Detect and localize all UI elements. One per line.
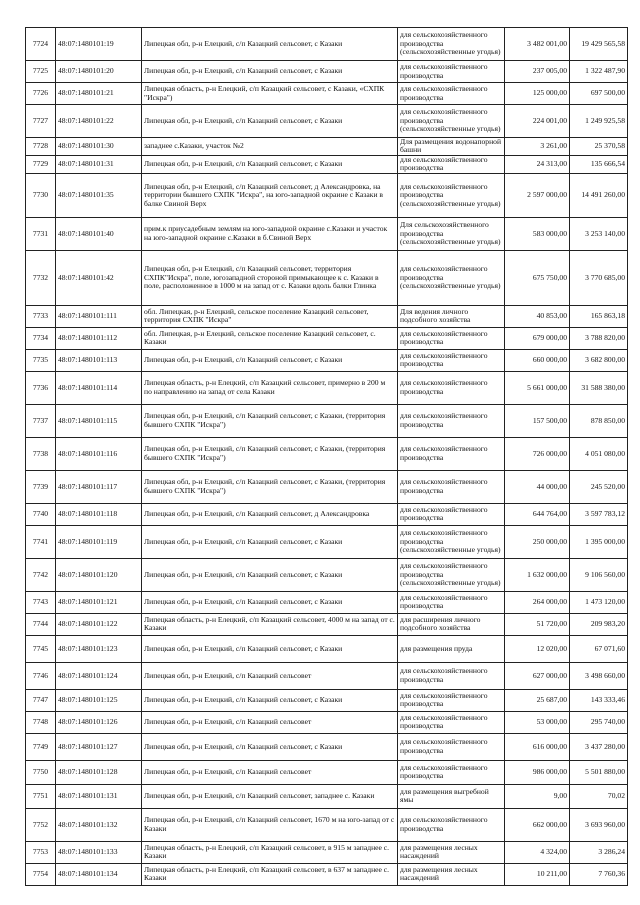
area-cell: 264 000,00 (505, 591, 570, 613)
cadastral-value-cell: 1 322 487,90 (570, 61, 628, 83)
cadastral-number-cell: 48:07:1480101:134 (56, 863, 142, 885)
table-row (26, 371, 628, 404)
table-row (26, 155, 628, 173)
table-row (26, 173, 628, 217)
row-number-cell: 7724 (26, 28, 56, 61)
cadastral-value-cell: 14 491 260,00 (570, 173, 628, 217)
area-cell: 44 000,00 (505, 470, 570, 503)
row-number-cell: 7739 (26, 470, 56, 503)
area-cell: 53 000,00 (505, 711, 570, 733)
permitted-use-cell: для сельскохозяйственного производства (398, 61, 505, 83)
table-row (26, 863, 628, 885)
cadastral-value-cell: 3 770 685,00 (570, 250, 628, 305)
table-row (26, 28, 628, 61)
table-row (26, 61, 628, 83)
table-row (26, 470, 628, 503)
cadastral-value-cell: 697 500,00 (570, 83, 628, 105)
permitted-use-cell: для сельскохозяйственного производства (398, 591, 505, 613)
address-cell: Липецкая область, р-н Елецкий, с/п Казацкий сельсовет, в 915 м западнее с. Казаки (142, 841, 398, 863)
address-cell: Липецкая обл, р-н Елецкий, с/п Казацкий сельсовет, д Александровка (142, 503, 398, 525)
table-row (26, 349, 628, 371)
permitted-use-cell: для сельскохозяйственного производства (398, 470, 505, 503)
address-cell: Липецкая обл, р-н Елецкий, с/п Казацкий сельсовет (142, 711, 398, 733)
address-cell: Липецкая область, р-н Елецкий, с/п Казацкий сельсовет, с Казаки, «СХПК "Искра") (142, 83, 398, 105)
row-number-cell: 7738 (26, 437, 56, 470)
address-cell: западнее с.Казаки, участок №2 (142, 138, 398, 156)
cadastral-number-cell: 48:07:1480101:111 (56, 305, 142, 327)
permitted-use-cell: для сельскохозяйственного производства (398, 349, 505, 371)
cadastral-value-cell: 3 682 800,00 (570, 349, 628, 371)
cadastral-number-cell: 48:07:1480101:19 (56, 28, 142, 61)
row-number-cell: 7750 (26, 760, 56, 784)
cadastral-value-cell: 143 333,46 (570, 689, 628, 711)
address-cell: Липецкая обл, р-н Елецкий, с/п Казацкий сельсовет, территория СХПК"Искра", поле, югозападной стороной примыкающее к с. Казаки в поле, расположенное в 1000 м на запад от с. Казаки вдоль балки Глинка (142, 250, 398, 305)
permitted-use-cell: для сельскохозяйственного производства (сельскохозяйственные угодья) (398, 250, 505, 305)
area-cell: 51 720,00 (505, 613, 570, 635)
row-number-cell: 7741 (26, 525, 56, 558)
row-number-cell: 7754 (26, 863, 56, 885)
cadastral-value-cell: 1 249 925,58 (570, 105, 628, 138)
row-number-cell: 7732 (26, 250, 56, 305)
table-row (26, 437, 628, 470)
area-cell: 25 687,00 (505, 689, 570, 711)
area-cell: 660 000,00 (505, 349, 570, 371)
area-cell: 125 000,00 (505, 83, 570, 105)
cadastral-value-cell: 165 863,18 (570, 305, 628, 327)
land-plots-table (25, 27, 628, 886)
address-cell: Липецкая обл, р-н Елецкий, с/п Казацкий сельсовет, с Казаки (142, 525, 398, 558)
permitted-use-cell: для сельскохозяйственного производства (398, 371, 505, 404)
cadastral-value-cell: 31 588 380,00 (570, 371, 628, 404)
cadastral-number-cell: 48:07:1480101:133 (56, 841, 142, 863)
cadastral-value-cell: 7 760,36 (570, 863, 628, 885)
permitted-use-cell: для сельскохозяйственного производства (сельскохозяйственные угодья) (398, 173, 505, 217)
table-row (26, 662, 628, 689)
cadastral-number-cell: 48:07:1480101:126 (56, 711, 142, 733)
table-row (26, 784, 628, 808)
cadastral-value-cell: 135 666,54 (570, 155, 628, 173)
address-cell: Липецкая область, р-н Елецкий, с/п Казацкий сельсовет, 4000 м на запад от с. Казаки (142, 613, 398, 635)
table-row (26, 503, 628, 525)
address-cell: Липецкая обл, р-н Елецкий, с/п Казацкий сельсовет, д Александровка, на территории бывшего СХПК "Искра", на юго-западной окраине с Казаки в балке Свиной Верх (142, 173, 398, 217)
permitted-use-cell: для сельскохозяйственного производства (398, 662, 505, 689)
land-registry-sheet (25, 27, 625, 886)
row-number-cell: 7729 (26, 155, 56, 173)
row-number-cell: 7747 (26, 689, 56, 711)
row-number-cell: 7733 (26, 305, 56, 327)
area-cell: 5 661 000,00 (505, 371, 570, 404)
address-cell: Липецкая обл, р-н Елецкий, с/п Казацкий сельсовет, с Казаки (142, 558, 398, 591)
cadastral-number-cell: 48:07:1480101:124 (56, 662, 142, 689)
cadastral-number-cell: 48:07:1480101:131 (56, 784, 142, 808)
cadastral-number-cell: 48:07:1480101:117 (56, 470, 142, 503)
table-row (26, 689, 628, 711)
cadastral-number-cell: 48:07:1480101:114 (56, 371, 142, 404)
table-row (26, 733, 628, 760)
cadastral-number-cell: 48:07:1480101:113 (56, 349, 142, 371)
cadastral-number-cell: 48:07:1480101:125 (56, 689, 142, 711)
cadastral-number-cell: 48:07:1480101:22 (56, 105, 142, 138)
table-row (26, 138, 628, 156)
address-cell: Липецкая обл, р-н Елецкий, с/п Казацкий сельсовет, западнее с. Казаки (142, 784, 398, 808)
row-number-cell: 7745 (26, 635, 56, 662)
permitted-use-cell: Для ведения личного подсобного хозяйства (398, 305, 505, 327)
area-cell: 627 000,00 (505, 662, 570, 689)
cadastral-value-cell: 3 437 280,00 (570, 733, 628, 760)
row-number-cell: 7731 (26, 217, 56, 250)
permitted-use-cell: для сельскохозяйственного производства (398, 808, 505, 841)
address-cell: Липецкая обл, р-н Елецкий, с/п Казацкий сельсовет, с Казаки, (территория бывшего СХПК "Искра") (142, 470, 398, 503)
permitted-use-cell: для сельскохозяйственного производства (398, 437, 505, 470)
land-plots-table-body (26, 28, 628, 886)
address-cell: Липецкая обл, р-н Елецкий, с/п Казацкий сельсовет, с Казаки (142, 155, 398, 173)
area-cell: 157 500,00 (505, 404, 570, 437)
permitted-use-cell: Для сельскохозяйственного производства (сельскохозяйственные угодья) (398, 217, 505, 250)
address-cell: Липецкая область, р-н Елецкий, с/п Казацкий сельсовет, примерно в 200 м по направлению на запад от села Казаки (142, 371, 398, 404)
cadastral-value-cell: 878 850,00 (570, 404, 628, 437)
address-cell: Липецкая область, р-н Елецкий, с/п Казацкий сельсовет, в 637 м западнее с. Казаки (142, 863, 398, 885)
row-number-cell: 7744 (26, 613, 56, 635)
permitted-use-cell: для сельскохозяйственного производства (398, 760, 505, 784)
cadastral-value-cell: 25 370,58 (570, 138, 628, 156)
cadastral-number-cell: 48:07:1480101:132 (56, 808, 142, 841)
cadastral-number-cell: 48:07:1480101:121 (56, 591, 142, 613)
row-number-cell: 7749 (26, 733, 56, 760)
permitted-use-cell: для сельскохозяйственного производства (сельскохозяйственные угодья) (398, 525, 505, 558)
cadastral-number-cell: 48:07:1480101:123 (56, 635, 142, 662)
permitted-use-cell: для размещения выгребной ямы (398, 784, 505, 808)
cadastral-number-cell: 48:07:1480101:112 (56, 327, 142, 349)
address-cell: Липецкая обл, р-н Елецкий, с/п Казацкий сельсовет, с Казаки (142, 105, 398, 138)
table-row (26, 217, 628, 250)
permitted-use-cell: для сельскохозяйственного производства (398, 404, 505, 437)
permitted-use-cell: для сельскохозяйственного производства (сельскохозяйственные угодья) (398, 28, 505, 61)
table-row (26, 105, 628, 138)
permitted-use-cell: для сельскохозяйственного производства (398, 711, 505, 733)
cadastral-value-cell: 295 740,00 (570, 711, 628, 733)
row-number-cell: 7751 (26, 784, 56, 808)
permitted-use-cell: для сельскохозяйственного производства (398, 503, 505, 525)
table-row (26, 525, 628, 558)
cadastral-value-cell: 3 788 820,00 (570, 327, 628, 349)
cadastral-number-cell: 48:07:1480101:40 (56, 217, 142, 250)
address-cell: обл. Липецкая, р-н Елецкий, сельское поселение Казацкий сельсовет, с. Казаки (142, 327, 398, 349)
permitted-use-cell: Для размещения водонапорной башни (398, 138, 505, 156)
cadastral-number-cell: 48:07:1480101:31 (56, 155, 142, 173)
table-row (26, 711, 628, 733)
area-cell: 679 000,00 (505, 327, 570, 349)
address-cell: Липецкая обл, р-н Елецкий, с/п Казацкий сельсовет, с Казаки (142, 635, 398, 662)
permitted-use-cell: для размещения пруда (398, 635, 505, 662)
area-cell: 237 005,00 (505, 61, 570, 83)
table-row (26, 83, 628, 105)
area-cell: 2 597 000,00 (505, 173, 570, 217)
permitted-use-cell: для сельскохозяйственного производства (398, 155, 505, 173)
area-cell: 3 261,00 (505, 138, 570, 156)
cadastral-number-cell: 48:07:1480101:128 (56, 760, 142, 784)
cadastral-number-cell: 48:07:1480101:21 (56, 83, 142, 105)
row-number-cell: 7753 (26, 841, 56, 863)
address-cell: Липецкая обл, р-н Елецкий, с/п Казацкий сельсовет (142, 662, 398, 689)
area-cell: 1 632 000,00 (505, 558, 570, 591)
cadastral-number-cell: 48:07:1480101:116 (56, 437, 142, 470)
row-number-cell: 7726 (26, 83, 56, 105)
permitted-use-cell: для сельскохозяйственного производства (сельскохозяйственные угодья) (398, 558, 505, 591)
cadastral-number-cell: 48:07:1480101:120 (56, 558, 142, 591)
address-cell: прим.к приусадебным землям на юго-западной окраине с.Казаки и участок на юго-западной окраине с.Казаки в б.Свиной Верх (142, 217, 398, 250)
row-number-cell: 7746 (26, 662, 56, 689)
row-number-cell: 7736 (26, 371, 56, 404)
cadastral-value-cell: 3 498 660,00 (570, 662, 628, 689)
address-cell: Липецкая обл, р-н Елецкий, с/п Казацкий сельсовет (142, 760, 398, 784)
area-cell: 3 482 001,00 (505, 28, 570, 61)
permitted-use-cell: для расширения личного подсобного хозяйства (398, 613, 505, 635)
permitted-use-cell: для сельскохозяйственного производства (398, 733, 505, 760)
cadastral-number-cell: 48:07:1480101:119 (56, 525, 142, 558)
area-cell: 583 000,00 (505, 217, 570, 250)
cadastral-number-cell: 48:07:1480101:127 (56, 733, 142, 760)
address-cell: Липецкая обл, р-н Елецкий, с/п Казацкий сельсовет, с Казаки (142, 591, 398, 613)
area-cell: 40 853,00 (505, 305, 570, 327)
cadastral-value-cell: 3 286,24 (570, 841, 628, 863)
area-cell: 224 001,00 (505, 105, 570, 138)
area-cell: 10 211,00 (505, 863, 570, 885)
row-number-cell: 7734 (26, 327, 56, 349)
area-cell: 616 000,00 (505, 733, 570, 760)
cadastral-value-cell: 3 253 140,00 (570, 217, 628, 250)
permitted-use-cell: для размещения лесных насаждений (398, 863, 505, 885)
table-row (26, 841, 628, 863)
address-cell: Липецкая обл, р-н Елецкий, с/п Казацкий сельсовет, с Казаки (142, 349, 398, 371)
row-number-cell: 7743 (26, 591, 56, 613)
table-row (26, 305, 628, 327)
area-cell: 250 000,00 (505, 525, 570, 558)
row-number-cell: 7730 (26, 173, 56, 217)
cadastral-value-cell: 3 597 783,12 (570, 503, 628, 525)
row-number-cell: 7725 (26, 61, 56, 83)
row-number-cell: 7737 (26, 404, 56, 437)
area-cell: 986 000,00 (505, 760, 570, 784)
cadastral-number-cell: 48:07:1480101:118 (56, 503, 142, 525)
table-row (26, 613, 628, 635)
cadastral-value-cell: 3 693 960,00 (570, 808, 628, 841)
cadastral-value-cell: 1 473 120,00 (570, 591, 628, 613)
table-row (26, 558, 628, 591)
address-cell: Липецкая обл, р-н Елецкий, с/п Казацкий сельсовет, с Казаки (142, 733, 398, 760)
area-cell: 726 000,00 (505, 437, 570, 470)
area-cell: 4 324,00 (505, 841, 570, 863)
table-row (26, 591, 628, 613)
permitted-use-cell: для размещения лесных насаждений (398, 841, 505, 863)
permitted-use-cell: для сельскохозяйственного производства (сельскохозяйственные угодья) (398, 105, 505, 138)
table-row (26, 250, 628, 305)
area-cell: 675 750,00 (505, 250, 570, 305)
row-number-cell: 7728 (26, 138, 56, 156)
address-cell: Липецкая обл, р-н Елецкий, с/п Казацкий сельсовет, с Казаки (142, 61, 398, 83)
cadastral-value-cell: 9 106 560,00 (570, 558, 628, 591)
address-cell: Липецкая обл, р-н Елецкий, с/п Казацкий сельсовет, с Казаки (142, 28, 398, 61)
table-row (26, 760, 628, 784)
cadastral-number-cell: 48:07:1480101:115 (56, 404, 142, 437)
table-row (26, 404, 628, 437)
area-cell: 644 764,00 (505, 503, 570, 525)
area-cell: 24 313,00 (505, 155, 570, 173)
cadastral-value-cell: 209 983,20 (570, 613, 628, 635)
address-cell: Липецкая обл, р-н Елецкий, с/п Казацкий сельсовет, с Казаки (142, 689, 398, 711)
cadastral-value-cell: 70,02 (570, 784, 628, 808)
cadastral-number-cell: 48:07:1480101:122 (56, 613, 142, 635)
row-number-cell: 7742 (26, 558, 56, 591)
permitted-use-cell: для сельскохозяйственного производства (398, 83, 505, 105)
cadastral-number-cell: 48:07:1480101:42 (56, 250, 142, 305)
cadastral-value-cell: 1 395 000,00 (570, 525, 628, 558)
address-cell: Липецкая обл, р-н Елецкий, с/п Казацкий сельсовет, с Казаки, (территория бывшего СХПК "Искра") (142, 437, 398, 470)
cadastral-number-cell: 48:07:1480101:20 (56, 61, 142, 83)
area-cell: 9,00 (505, 784, 570, 808)
cadastral-value-cell: 5 501 880,00 (570, 760, 628, 784)
permitted-use-cell: для сельскохозяйственного производства (398, 327, 505, 349)
area-cell: 12 020,00 (505, 635, 570, 662)
cadastral-value-cell: 67 071,60 (570, 635, 628, 662)
row-number-cell: 7735 (26, 349, 56, 371)
address-cell: Липецкая обл, р-н Елецкий, с/п Казацкий сельсовет, с Казаки, (территория бывшего СХПК "Искра") (142, 404, 398, 437)
cadastral-value-cell: 4 051 080,00 (570, 437, 628, 470)
row-number-cell: 7752 (26, 808, 56, 841)
cadastral-number-cell: 48:07:1480101:30 (56, 138, 142, 156)
row-number-cell: 7740 (26, 503, 56, 525)
cadastral-number-cell: 48:07:1480101:35 (56, 173, 142, 217)
area-cell: 662 000,00 (505, 808, 570, 841)
cadastral-value-cell: 19 429 565,58 (570, 28, 628, 61)
row-number-cell: 7748 (26, 711, 56, 733)
cadastral-value-cell: 245 520,00 (570, 470, 628, 503)
table-row (26, 327, 628, 349)
row-number-cell: 7727 (26, 105, 56, 138)
address-cell: обл. Липецкая, р-н Елецкий, сельское поселение Казацкий сельсовет, территория СХПК "Искра" (142, 305, 398, 327)
permitted-use-cell: для сельскохозяйственного производства (398, 689, 505, 711)
table-row (26, 808, 628, 841)
table-row (26, 635, 628, 662)
address-cell: Липецкая обл, р-н Елецкий, с/п Казацкий сельсовет, 1670 м на юго-запад от с Казаки (142, 808, 398, 841)
